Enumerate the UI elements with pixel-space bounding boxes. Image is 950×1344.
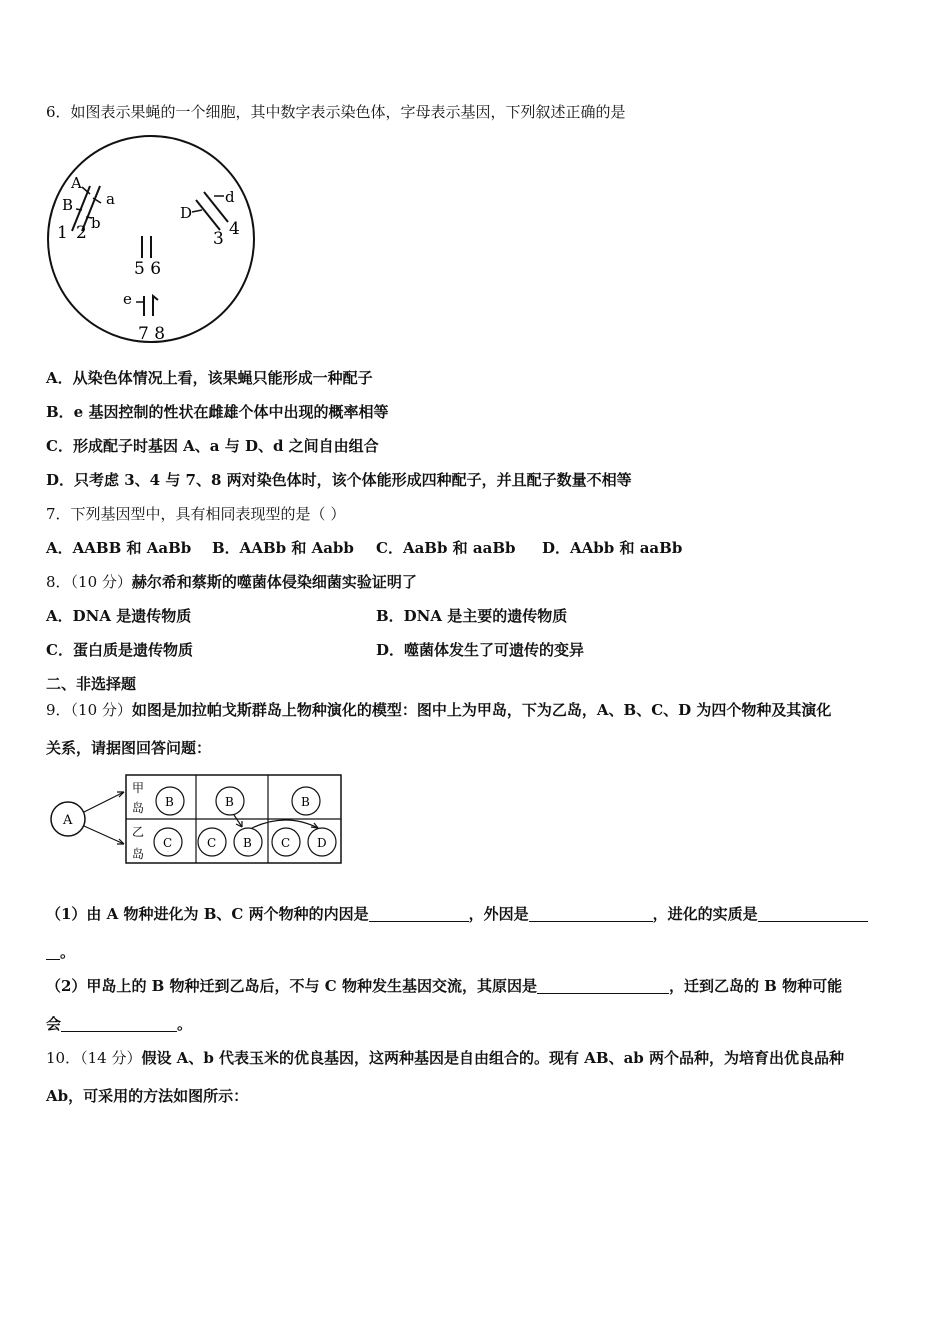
q9-sub2 bbox=[46, 976, 842, 996]
q9-stem-text1: 如图是加拉帕戈斯群岛上物种演化的模型：图中上为甲岛，下为乙岛，A、B、C、D 为四个物种及其演化 bbox=[131, 701, 832, 719]
q7-option-a: A．AABB 和 AaBb bbox=[46, 539, 192, 557]
q9-sub1-c: ，进化的实质是 bbox=[652, 905, 758, 923]
q6-option-d: D．只考虑 3、4 与 7、8 两对染色体时，该个体能形成四种配子，并且配子数量不相等 bbox=[46, 471, 632, 489]
q9-sub2-end: 。 bbox=[177, 1015, 193, 1033]
q9-number: 9．（10 分） bbox=[46, 701, 132, 719]
q7-option-d: D．AAbb 和 aaBb bbox=[542, 539, 683, 557]
q9-blank-1[interactable] bbox=[369, 905, 469, 922]
label-e: e bbox=[123, 290, 132, 308]
q9-sub2-a: （2）甲岛上的 B 物种迁到乙岛后，不与 C 物种发生基因交流，其原因是 bbox=[46, 977, 537, 995]
fig-B1: B bbox=[165, 795, 174, 809]
fig-D: D bbox=[317, 836, 327, 850]
q9-sub1-cont bbox=[46, 942, 75, 962]
q9-blank-2[interactable] bbox=[529, 905, 653, 922]
q9-sub1-b: ，外因是 bbox=[468, 905, 529, 923]
q10-stem-line1 bbox=[46, 1048, 844, 1068]
label-5-6: 5 6 bbox=[134, 259, 162, 279]
q6-cell-figure bbox=[44, 134, 258, 346]
label-a: a bbox=[106, 190, 115, 208]
label-B: B bbox=[62, 196, 74, 214]
label-D: D bbox=[180, 204, 193, 222]
label-7-8: 7 8 bbox=[138, 324, 166, 344]
q8-option-d: D．噬菌体发生了可遗传的变异 bbox=[376, 641, 585, 659]
fig-B3: B bbox=[301, 795, 310, 809]
q9-blank-3[interactable] bbox=[758, 905, 868, 922]
fig-A: A bbox=[63, 813, 73, 828]
fig-yi: 乙 bbox=[132, 825, 145, 839]
q9-sub2-cont bbox=[46, 1014, 192, 1034]
fig-B2: B bbox=[225, 795, 234, 809]
fig-C3: C bbox=[281, 836, 291, 850]
q9-sub1-end: 。 bbox=[60, 943, 76, 961]
q6-option-a: A．从染色体情况上看，该果蝇只能形成一种配子 bbox=[46, 369, 373, 387]
q8-stem: 赫尔希和蔡斯的噬菌体侵染细菌实验证明了 bbox=[131, 573, 417, 591]
q8-stem-line bbox=[46, 572, 417, 592]
q10-stem-line2: Ab，可采用的方法如图所示： bbox=[46, 1087, 249, 1105]
label-2: 2 bbox=[76, 223, 87, 243]
q9-island-figure bbox=[46, 772, 346, 868]
label-4: 4 bbox=[229, 219, 240, 239]
label-3: 3 bbox=[213, 229, 224, 249]
q9-blank-3-cont[interactable] bbox=[46, 943, 60, 960]
q7-option-b: B．AABb 和 Aabb bbox=[212, 539, 354, 557]
q7-option-c: C．AaBb 和 aaBb bbox=[376, 539, 516, 557]
fig-dao2: 岛 bbox=[132, 847, 145, 861]
q6-option-c: C．形成配子时基因 A、a 与 D、d 之间自由组合 bbox=[46, 437, 379, 455]
q8-number: 8．（10 分） bbox=[46, 573, 132, 591]
label-d: d bbox=[225, 188, 235, 206]
fig-C1: C bbox=[163, 836, 173, 850]
label-1: 1 bbox=[57, 223, 68, 243]
q9-blank-4[interactable] bbox=[537, 977, 669, 994]
q9-sub1-a: （1）由 A 物种进化为 B、C 两个物种的内因是 bbox=[46, 905, 369, 923]
q8-option-c: C．蛋白质是遗传物质 bbox=[46, 641, 193, 659]
q8-option-b: B．DNA 是主要的遗传物质 bbox=[376, 607, 568, 625]
q6-stem: 6．如图表示果蝇的一个细胞，其中数字表示染色体，字母表示基因，下列叙述正确的是 bbox=[46, 103, 626, 121]
q9-sub1 bbox=[46, 904, 868, 924]
fig-B4: B bbox=[243, 836, 252, 850]
q7-stem: 7．下列基因型中，具有相同表现型的是（ ） bbox=[46, 505, 346, 523]
fig-C2: C bbox=[207, 836, 217, 850]
q9-sub2-b: ，迁到乙岛的 B 物种可能 bbox=[668, 977, 843, 995]
q9-stem-line1 bbox=[46, 700, 831, 720]
q6-option-b: B．e 基因控制的性状在雌雄个体中出现的概率相等 bbox=[46, 403, 389, 421]
fig-dao1: 岛 bbox=[132, 801, 145, 815]
q10-stem-text1: 假设 A、b 代表玉米的优良基因，这两种基因是自由组合的。现有 AB、ab 两个品种，为培育出优良品种 bbox=[141, 1049, 844, 1067]
fig-jia: 甲 bbox=[132, 781, 145, 795]
q9-sub2-c: 会 bbox=[46, 1015, 62, 1033]
q8-option-a: A．DNA 是遗传物质 bbox=[46, 607, 192, 625]
section-title: 二、非选择题 bbox=[46, 675, 137, 693]
q9-stem-line2: 关系，请据图回答问题： bbox=[46, 739, 212, 757]
label-b: b bbox=[91, 214, 101, 232]
q10-number: 10．（14 分） bbox=[46, 1049, 142, 1067]
q9-blank-5[interactable] bbox=[61, 1015, 177, 1032]
label-A: A bbox=[71, 174, 82, 192]
